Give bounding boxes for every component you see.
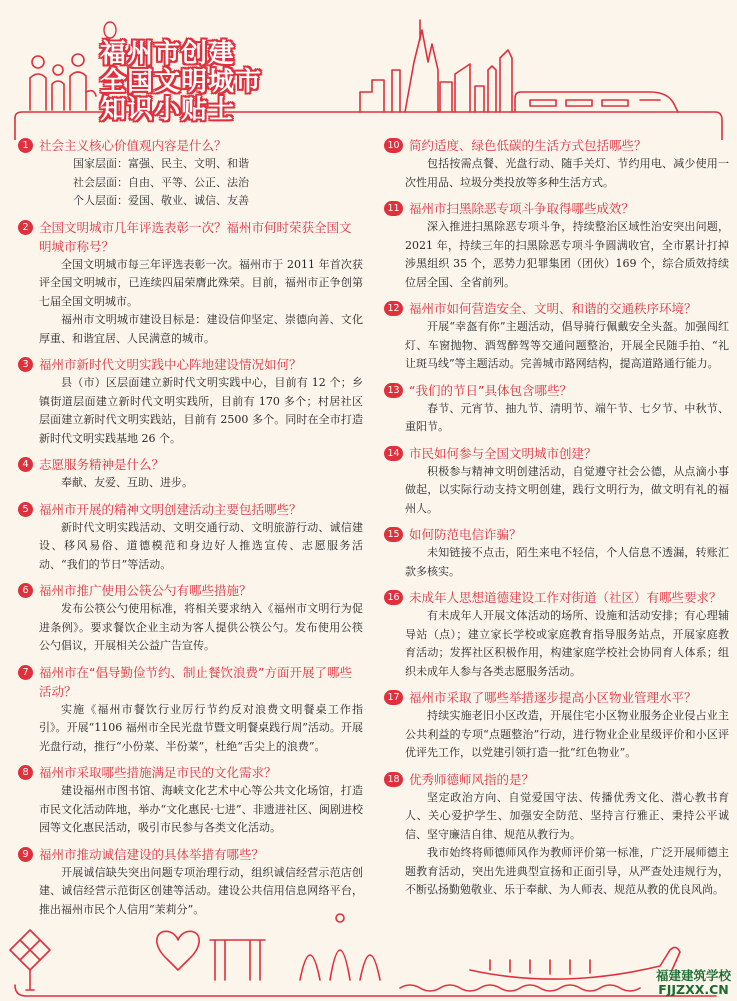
qa-item-18 — [384, 770, 729, 900]
fountain-icon — [300, 914, 380, 980]
answer-text: 有未成年人开展文体活动的场所、设施和活动安排；有心理辅导站（点）；建立家长学校或家庭教育指导服务站点，开展家庭教育活动；发挥社区积极作用，构建家庭学校社会协同育人体系；组织未成年人参与各类志愿服务活动。 — [405, 609, 729, 678]
question-number: 8 — [18, 765, 33, 780]
question-number: 7 — [18, 665, 33, 680]
qa-item-15 — [384, 525, 729, 581]
question-number: 15 — [384, 527, 403, 542]
left-column — [18, 136, 363, 926]
question-title: 志愿服务精神是什么？ — [39, 457, 165, 472]
qa-item-17 — [384, 688, 729, 763]
wave-decoration — [400, 985, 640, 991]
question-title: 优秀师德师风指的是？ — [409, 771, 535, 787]
core-values-list — [18, 155, 363, 211]
qa-item-14 — [384, 444, 729, 519]
question-number: 1 — [18, 138, 33, 153]
question-title: 市民如何参与全国文明城市创建？ — [409, 445, 597, 461]
question-number: 17 — [384, 690, 403, 705]
chinese-knot-icon — [10, 930, 50, 990]
answer-text: 发布公筷公勺使用标准，将相关要求纳入《福州市文明行为促进条例》。要求餐饮企业主动为客人提供公筷公勺。发布使用公筷公勺倡议，开展相关公益广告宣传。 — [39, 602, 363, 652]
qa-item-12 — [384, 299, 729, 374]
answer-text: 福州市文明城市建设目标是：建设信仰坚定、崇德向善、文化厚重、和谐宜居、人民满意的城市。 — [39, 313, 363, 345]
poster-title — [100, 40, 300, 124]
question-number: 3 — [18, 357, 33, 372]
answer-text: 开展诚信缺失突出问题专项治理行动，组织诚信经营示范店创建、诚信经营示范街区创建等活动。建设公共信用信息网络平台，推出福州市民个人信用“茉莉分”。 — [39, 865, 363, 916]
question-title: 福州市采取哪些措施满足市民的文化需求？ — [39, 765, 277, 780]
value-line: 社会层面：自由、平等、公正、法治 — [73, 175, 249, 189]
question-title: 福州市采取了哪些举措逐步提高小区物业管理水平？ — [409, 690, 697, 705]
skyline-icon — [360, 20, 512, 112]
qa-item-16 — [384, 588, 729, 681]
right-column — [384, 136, 729, 907]
question-title: 福州市开展的精神文明创建活动主要包括哪些？ — [39, 501, 302, 517]
question-number: 4 — [18, 457, 33, 472]
question-number: 13 — [384, 383, 403, 398]
answer-text: 深入推进扫黑除恶专项斗争，持续整治区域性治安突出问题，2021 年，持续三年的扫黑除恶专项斗争圆满收官，全市累计打掉涉黑组织 35 个，恶势力犯罪集团（团伙）169 个，综合质效持续位居全国、全省前列。 — [405, 220, 729, 289]
question-title: 福州市推广使用公筷公勺有哪些措施？ — [39, 583, 252, 598]
qa-item-10 — [384, 136, 729, 192]
question-number: 9 — [18, 847, 33, 862]
question-number: 11 — [384, 201, 403, 216]
qa-item-4 — [18, 455, 363, 493]
answer-text: 我市始终将师德师风作为教师评价第一标准，广泛开展师德主题教育活动，突出先进典型宣扬和正面引导，从严查处违规行为，不断弘扬勤勉敬业、乐于奉献、为人师表、规范从教的优良风尚。 — [405, 846, 729, 896]
question-number: 16 — [384, 590, 403, 605]
question-number: 10 — [384, 138, 403, 153]
answer-text: 开展“幸盔有你”主题活动，倡导骑行佩戴安全头盔。加强闯红灯、车窗抛物、酒驾醉驾等交通问题整治，开展全民随手拍、“礼让斑马线”等主题活动。完善城市路网结构，提高道路通行能力。 — [405, 320, 729, 370]
answer-text: 未知链接不点击，陌生来电不轻信，个人信息不透漏，转账汇款多核实。 — [405, 546, 729, 578]
heart-icon — [157, 931, 199, 970]
answer-text: 新时代文明实践活动、文明交通行动、文明旅游行动、诚信建设、移风易俗、道德模范和身边好人推选宣传、志愿服务活动、“我们的节日”等活动。 — [39, 520, 363, 571]
title-line-2: 全国文明城市 — [100, 67, 263, 97]
question-title: 福州市推动诚信建设的具体举措有哪些？ — [39, 846, 265, 862]
title-line-3: 知识小贴士 — [100, 95, 236, 125]
question-title: 全国文明城市几年评选表彰一次？福州市何时荣获全国文明城市称号？ — [39, 219, 352, 254]
question-title: 福州市扫黑除恶专项斗争取得哪些成效？ — [409, 201, 635, 216]
question-title: “我们的节日”具体包含哪些？ — [409, 382, 572, 398]
qa-item-7 — [18, 663, 363, 757]
answer-text: 实施《福州市餐饮行业厉行节约反对浪费文明餐桌工作指引》。开展“1106 福州市全民光盘节暨文明餐桌践行周”活动。开展光盘行动，推行“小份菜、半份菜”，杜绝“舌尖上的浪费”。 — [39, 702, 363, 753]
answer-text: 县（市）区层面建立新时代文明实践中心，目前有 12 个；乡镇街道层面建立新时代文明实践所，目前有 170 多个；村居社区层面建立新时代文明实践站，目前有 2500 多个。同时在全市打造新时代文明实践基地 26 个。 — [39, 376, 363, 445]
site-watermark — [656, 969, 731, 997]
question-number: 6 — [18, 583, 33, 598]
qa-item-3 — [18, 355, 363, 448]
question-number: 2 — [18, 220, 33, 235]
watermark-url: FJJZXX.CN — [658, 982, 729, 997]
question-number: 5 — [18, 502, 33, 517]
question-title: 如何防范电信诈骗？ — [409, 527, 522, 542]
qa-item-13 — [384, 381, 729, 437]
footer-illustration — [0, 900, 737, 1001]
dragon-boat-icon — [470, 947, 680, 979]
answer-text: 春节、元宵节、抽九节、清明节、端午节、七夕节、中秋节、重阳节。 — [405, 401, 729, 433]
question-title: 社会主义核心价值观内容是什么？ — [39, 138, 227, 153]
qa-item-2 — [18, 218, 363, 349]
question-number: 18 — [384, 772, 403, 787]
train-icon — [515, 92, 678, 112]
question-number: 12 — [384, 301, 403, 316]
qa-item-6 — [18, 581, 363, 656]
answer-text: 积极参与精神文明创建活动，自觉遵守社会公德，从点滴小事做起，以实际行动支持文明创建，践行文明行为，做文明有礼的福州人。 — [405, 464, 729, 515]
gate-icon — [210, 940, 265, 980]
value-line: 国家层面：富强、民主、文明、和谐 — [73, 157, 249, 170]
question-title: 未成年人思想道德建设工作对街道（社区）有哪些要求？ — [409, 590, 722, 605]
answer-text: 包括按需点餐、光盘行动、随手关灯、节约用电、减少使用一次性用品、垃圾分类投放等多种生活方式。 — [405, 157, 729, 189]
answer-text: 全国文明城市每三年评选表彰一次。福州市于 2011 年首次获评全国文明城市，已连续四届荣膺此殊荣。目前，福州市正争创第七届全国文明城市。 — [39, 257, 363, 308]
question-title: 简约适度、绿色低碳的生活方式包括哪些？ — [409, 138, 647, 153]
title-line-1: 福州市创建 — [100, 39, 236, 69]
question-title: 福州市如何营造安全、文明、和谐的交通秩序环境？ — [409, 301, 697, 316]
answer-text: 坚定政治方向、自觉爱国守法、传播优秀文化、潜心教书育人、关心爱护学生、加强安全防范、坚持言行雅正、秉持公平诚信、坚守廉洁自律、规范从教行为。 — [405, 790, 729, 841]
answer-text: 奉献、友爱、互助、进步。 — [61, 476, 193, 489]
watermark-name: 福建建筑学校 — [655, 968, 731, 983]
qa-item-5 — [18, 500, 363, 575]
answer-text: 建设福州市图书馆、海峡文化艺术中心等公共文化场馆，打造市民文化活动阵地，举办“文化惠民·七进”、非遗进社区、闽剧进校园等文化惠民活动，吸引市民参与各类文化活动。 — [39, 784, 363, 834]
qa-item-8 — [18, 763, 363, 838]
family-figures-icon — [30, 54, 96, 110]
qa-item-1 — [18, 136, 363, 211]
question-title: 福州市在“倡导勤俭节约、制止餐饮浪费”方面开展了哪些活动？ — [39, 664, 352, 699]
answer-text: 持续实施老旧小区改造，开展住宅小区物业服务企业侵占业主公共利益的专项“点题整治”行动，进行物业企业星级评价和小区评优评先工作，以党建引领打造一批“红色物业”。 — [405, 709, 729, 759]
question-number: 14 — [384, 446, 403, 461]
qa-item-11 — [384, 199, 729, 292]
value-line: 个人层面：爱国、敬业、诚信、友善 — [73, 194, 249, 207]
question-title: 福州市新时代文明实践中心阵地建设情况如何？ — [39, 357, 302, 372]
